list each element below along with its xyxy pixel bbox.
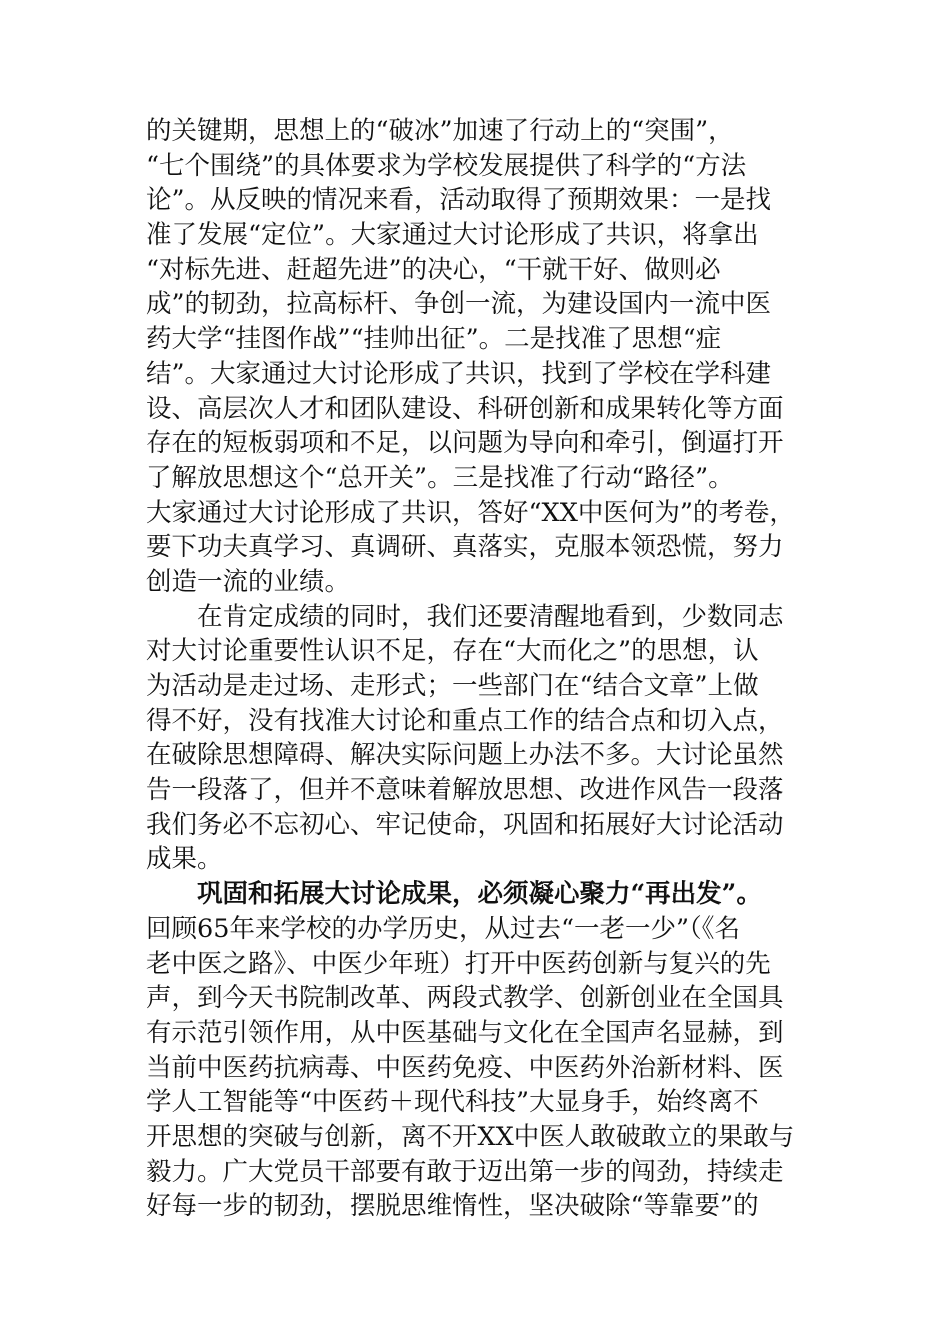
text-line: 大家通过大讨论形成了共识，答好“XX中医何为”的考卷，	[146, 497, 795, 528]
text-line: 好每一步的韧劲，摆脱思维惰性，坚决破除“等靠要”的	[146, 1191, 759, 1222]
text-line: 老中医之路》、中医少年班）打开中医药创新与复兴的先	[146, 948, 771, 979]
text-line: 要下功夫真学习、真调研、真落实，克服本领恐慌，努力	[146, 532, 784, 563]
text-line: 的关键期，思想上的“破冰”加速了行动上的“突围”，	[146, 116, 734, 146]
text-line: “七个围绕”的具体要求为学校发展提供了科学的“方法	[146, 150, 747, 181]
text-line: 我们务必不忘初心、牢记使命，巩固和拓展好大讨论活动	[146, 809, 784, 840]
text-line: 有示范引领作用，从中医基础与文化在全国声名显赫，到	[146, 1017, 784, 1048]
body-text	[146, 114, 810, 1224]
text-line: “对标先进、赶超先进”的决心，“干就干好、做则必	[146, 254, 721, 285]
text-line: 论”。从反映的情况来看，活动取得了预期效果：一是找	[146, 185, 772, 216]
text-line: 药大学“挂图作战”“挂帅出征”。二是找准了思想“症	[146, 324, 722, 355]
text-line: 存在的短板弱项和不足，以问题为导向和牵引，倒逼打开	[146, 428, 784, 459]
text-line: 了解放思想这个“总开关”。三是找准了行动“路径”。	[146, 462, 734, 493]
text-line: 准了发展“定位”。大家通过大讨论形成了共识，将拿出	[146, 220, 759, 251]
text-line: 当前中医药抗病毒、中医药免疫、中医药外治新材料、医	[146, 1052, 784, 1083]
paragraph-first-line: 在肯定成绩的同时，我们还要清醒地看到，少数同志	[197, 601, 784, 632]
text-line: 学人工智能等“中医药＋现代科技”大显身手，始终离不	[146, 1087, 759, 1118]
text-line: 毅力。广大党员干部要有敢于迈出第一步的闯劲，持续走	[146, 1156, 784, 1187]
text-line: 在破除思想障碍、解决实际问题上办法不多。大讨论虽然	[146, 740, 784, 771]
text-line: 为活动是走过场、走形式；一些部门在“结合文章”上做	[146, 671, 759, 701]
text-line: 成果。	[146, 844, 223, 875]
section-heading: 巩固和拓展大讨论成果，必须凝心聚力“再出发”。	[197, 879, 762, 910]
text-line: 创造一流的业绩。	[146, 566, 351, 597]
text-line: 得不好，没有找准大讨论和重点工作的结合点和切入点，	[146, 705, 784, 736]
text-line: 设、高层次人才和团队建设、科研创新和成果转化等方面	[146, 393, 784, 424]
text-line: 回顾65年来学校的办学历史，从过去“一老一少”（《名	[146, 913, 741, 944]
text-line: 声，到今天书院制改革、两段式教学、创新创业在全国具	[146, 983, 784, 1014]
text-line: 开思想的突破与创新，离不开XX中医人敢破敢立的果敢与	[146, 1121, 795, 1152]
text-line: 成”的韧劲，拉高标杆、争创一流，为建设国内一流中医	[146, 289, 772, 320]
text-line: 结”。大家通过大讨论形成了共识，找到了学校在学科建	[146, 358, 772, 389]
text-line: 对大讨论重要性认识不足，存在“大而化之”的思想，认	[146, 636, 759, 667]
text-line: 告一段落了，但并不意味着解放思想、改进作风告一段落	[146, 775, 784, 806]
